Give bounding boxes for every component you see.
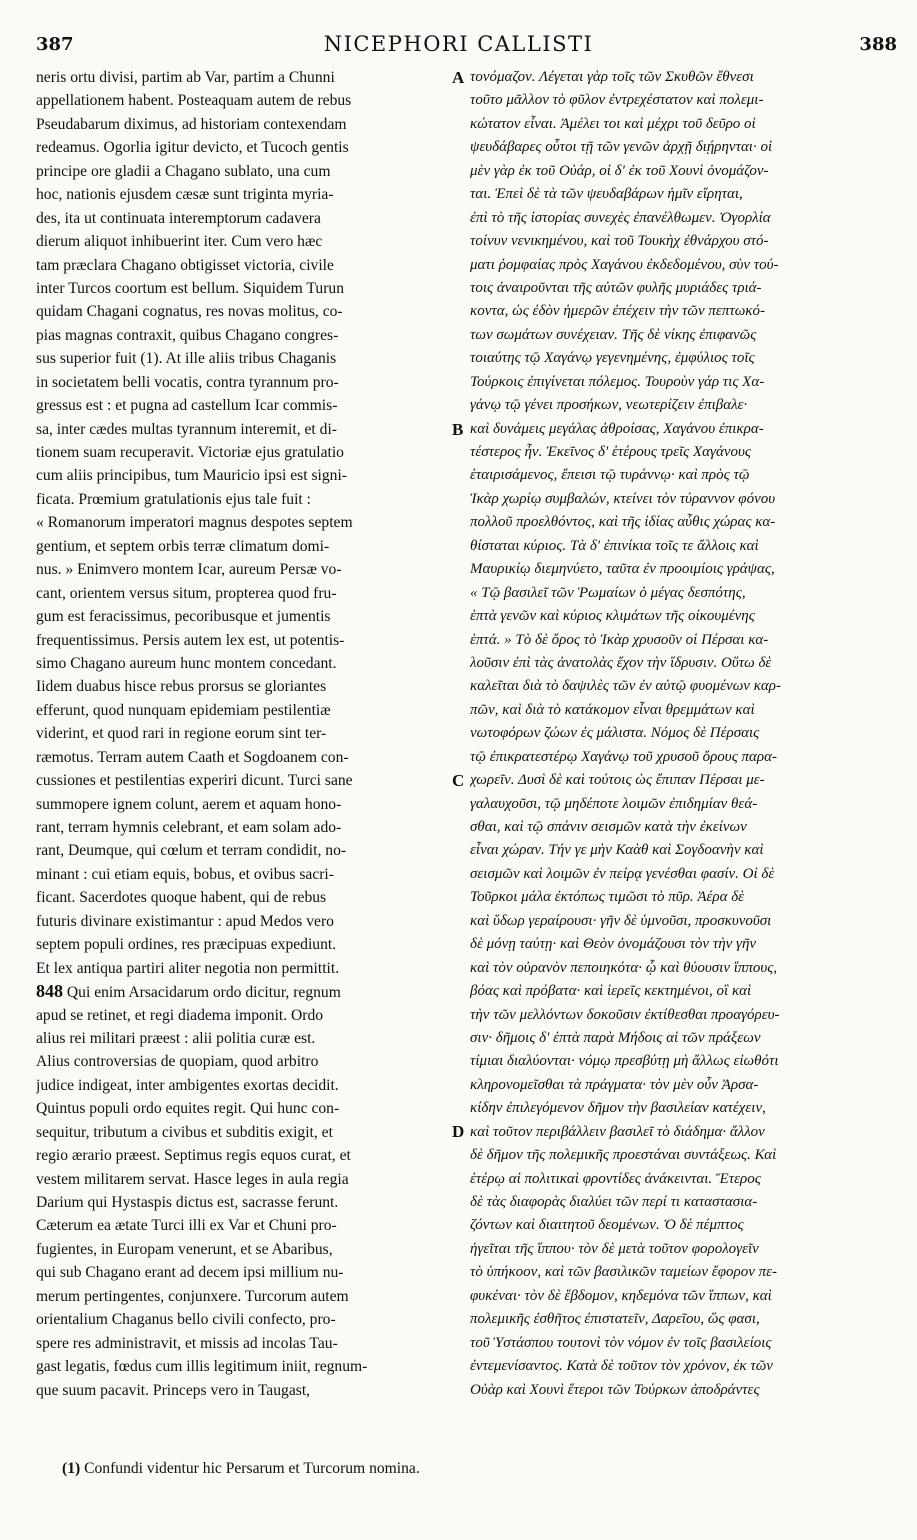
greek-text-line: ἡγεῖται τῆς ἵππου· τὸν δὲ μετὰ τοῦτον φορολογεῖν (470, 1240, 759, 1257)
greek-text-line: καὶ τὸν οὐρανὸν πεποιηκότα· ᾧ καὶ θύουσιν ἵππους, (470, 959, 778, 976)
footnote-marker: (1) (62, 1460, 81, 1477)
latin-text-line: dierum aliquot inhibuerint iter. Cum vero hæc (36, 233, 323, 251)
latin-text-line: Darium qui Hystaspis dictus est, sacrasse ferunt. (36, 1194, 339, 1211)
latin-text-line: ræmotus. Terram autem Caath et Sogdoanem con- (36, 748, 349, 766)
greek-text-line: ἑπτά. » Τὸ δὲ ὄρος τὸ Ἰκὰρ χρυσοῦν οἱ Πέρσαι κα- (470, 631, 769, 648)
latin-text-line: sa, inter cædes multas tyrannum interemit, et di- (36, 420, 337, 438)
latin-text-line: quidam Chagani cognatus, res novas molitus, co- (36, 303, 343, 321)
greek-text-line: θίσταται κύριος. Τὰ δ' ἐπινίκια τοῖς τε ἄλλοις καὶ (470, 537, 759, 554)
margin-letter-d: D (452, 1122, 465, 1141)
latin-text-line: Cæterum ea ætate Turci illi ex Var et Chuni pro- (36, 1217, 337, 1235)
margin-letter-b: B (452, 420, 464, 439)
latin-text-line: vestem militarem servat. Hasce leges in aula regia (36, 1170, 349, 1188)
latin-text-line: hoc, nationis ejusdem cæsæ sunt triginta myria- (36, 186, 334, 204)
greek-text-line: σιν· δῆμοις δ' ἑπτὰ παρὰ Μήδοις αἱ τῶν πράξεων (470, 1029, 761, 1046)
greek-text-line: νωτοφόρων ζώων ἐς μάλιστα. Νόμος δὲ Πέρσαις (470, 725, 760, 742)
greek-text-line: τοίνυν νενικημένου, καὶ τοῦ Τουκὴχ ἐθνάρχου στό- (470, 233, 769, 250)
latin-text-line: pias magnas contraxit, quibus Chagano congres- (36, 326, 339, 344)
greek-text-line: ἐντεμενίσαντος. Κατὰ δὲ τοῦτον τὸν χρόνον, ἐκ τῶν (470, 1358, 773, 1375)
greek-text-line: ται. Ἐπεὶ δὲ τὰ τῶν ψευδαβάρων ἡμῖν εἴρηται, (470, 186, 743, 203)
greek-text-line: ψευδάβαρες οὗτοι τῇ τῶν γενῶν ἀρχῇ διῄρηνται· οἱ (470, 139, 773, 156)
latin-text-line: sus superior fuit (1). At ille aliis tribus Chaganis (36, 350, 337, 368)
greek-text-line: κώτατον εἶναι. Ἀμέλει τοι καὶ μέχρι τοῦ δεῦρο οἱ (470, 115, 756, 132)
greek-text-line: φυκέναι· τὸν δὲ ἕβδομον, κηδεμόνα τῶν ἵππων, καὶ (470, 1287, 772, 1304)
latin-text-line: redeamus. Ogorlia igitur devicto, et Tucoch gentis (36, 139, 349, 157)
greek-text-line: δὲ μόνῃ ταύτῃ· καὶ Θεὸν ὀνομάζουσι τὸν τὴν γῆν (470, 936, 757, 953)
line-text: Qui enim Arsacidarum ordo dicitur, regnum (66, 984, 341, 1002)
greek-text-line: τέστερος ἦν. Ἐκεῖνος δ' ἑτέρους τρεῖς Χαγάνους (470, 444, 751, 460)
greek-text-line: τὴν τῶν μελλόντων δοκοῦσιν ἐκτίθεσθαι προαγόρευ- (470, 1006, 780, 1023)
greek-text-line: τοις ἀναιροῦνται τῆς αὐτῶν φυλῆς μυριάδες τριά- (470, 279, 762, 296)
greek-text-line: Μαυρικίῳ διεμηνύετο, ταῦτα ἐν προοιμίοις γράψας, (470, 561, 775, 578)
greek-text-line: τονόμαζον. Λέγεται γὰρ τοῖς τῶν Σκυθῶν ἔθνεσι (470, 69, 754, 85)
greek-text-line: τὸ ὑπήκοον, καὶ τῶν βασιλικῶν ταμείων ἔφορον πε- (470, 1264, 778, 1281)
latin-text-line: ficata. Prœmium gratulationis ejus tale fuit : (36, 490, 311, 508)
latin-text-line: Alius controversias de quopiam, quod arbitro (36, 1053, 319, 1071)
latin-text-line: Pseudabarum diximus, ad historiam contexendam (36, 115, 347, 133)
latin-text-line: gressus est : et pugna ad castellum Icar commis- (36, 397, 338, 415)
greek-text-line: τίμιαι διαλύονται· νόμῳ πρεσβύτῃ μὴ ἄλλως εἰωθότι (470, 1053, 779, 1070)
latin-text-line: inter Turcos coortum est bellum. Siquidem Turun (36, 279, 344, 297)
latin-text-line: rant, Deumque, qui cœlum et terram condidit, no- (36, 842, 347, 860)
greek-text-line: Τούρκοις ἐπιγίνεται πόλεμος. Τουροὺν γάρ τις Χα- (470, 373, 765, 390)
footnote (62, 1460, 420, 1478)
latin-text-line: que suum pacavit. Princeps vero in Taugast, (36, 1381, 311, 1399)
latin-text-line: apud se retinet, et regi diadema imponit. Ordo (36, 1006, 324, 1024)
latin-text-line: ficant. Sacerdotes quoque habent, qui de rebus (36, 889, 327, 907)
greek-text-line: δὲ τὰς διαφορὰς διαλύει τῶν περί τι καταστασια- (470, 1194, 758, 1210)
latin-text-line: principe ore gladii a Chagano sublato, una cum (36, 162, 331, 180)
latin-text-line: spere res administravit, et missis ad incolas Tau- (36, 1334, 338, 1352)
margin-letter-a: A (452, 68, 465, 87)
greek-text-line: εἶναι χώραν. Τήν γε μὴν Καὰθ καὶ Σογδοανὴν καὶ (470, 842, 764, 859)
latin-text-line: « Romanorum imperatori magnus despotes septem (36, 514, 353, 532)
greek-text-line: κοντα, ὡς ἐδὸν ἡμερῶν ἐπέχειν τὴν τῶν πεπτωκό- (470, 303, 765, 320)
latin-text-line: qui sub Chagano erant ad decem ipsi millium nu- (36, 1264, 344, 1282)
latin-text-line: septem populi ordines, res præcipuas expediunt. (36, 936, 337, 954)
greek-text-line: τοῦτο μᾶλλον τὸ φῦλον ἐντρεχέστατον καὶ πολεμι- (470, 92, 764, 109)
page-number-right: 388 (859, 34, 897, 55)
greek-text-line: ἑτέρῳ αἱ πολιτικαὶ φροντίδες ἀνάκεινται. Ἕτερος (470, 1170, 761, 1187)
greek-text-line: κληρονομεῖσθαι τὰ πράγματα· τὸν μὲν οὖν Ἀρσα- (470, 1076, 759, 1093)
greek-text-line: σθαι, καὶ τῷ σπάνιν σεισμῶν κατὰ τὴν ἐκείνων (470, 819, 747, 835)
greek-text-line: μὲν γὰρ ἐκ τοῦ Οὐάρ, οἱ δ' ἐκ τοῦ Χουνὶ ὀνομάζον- (470, 162, 769, 179)
latin-text-line: Quintus populi ordo equites regit. Qui hunc con- (36, 1100, 340, 1118)
latin-text-line: neris ortu divisi, partim ab Var, partim a Chunni (36, 69, 335, 86)
footnote-text: Confundi videntur hic Persarum et Turcorum nomina. (84, 1460, 420, 1477)
latin-text-line: cussiones et pestilentias experiri dicunt. Turci sane (36, 772, 353, 790)
latin-text-line: alius rei militari præest : alii politia curæ est. (36, 1029, 316, 1047)
latin-text-line: futuris divinare existimantur : apud Medos vero (36, 912, 334, 930)
latin-text-line: tam præclara Chagano obtigisset victoria, civile (36, 256, 334, 274)
greek-text-line: γαλαυχοῦσι, τῷ μηδέποτε λοιμῶν ἐπιδημίαν θεά- (470, 795, 758, 812)
greek-text-line: καὶ ὕδωρ γεραίρουσι· γῆν δὲ ὑμνοῦσι, προσκυνοῦσι (470, 912, 772, 929)
latin-column (36, 66, 448, 1402)
latin-text-line: Iidem duabus hisce rebus prorsus se gloriantes (36, 678, 327, 696)
margin-letter-c: C (452, 771, 465, 790)
greek-text-line: Οὐὰρ καὶ Χουνὶ ἕτεροι τῶν Τούρκων ἀποδράντες (470, 1381, 760, 1398)
greek-text-line: λοῦσιν ἐπὶ τὰς ἀνατολὰς ἔχον τὴν ἵδρυσιν. Οὕτω δὲ (470, 654, 772, 671)
latin-text-line: in societatem belli vocatis, contra tyrannum pro- (36, 373, 339, 391)
latin-text-line: des, ita ut continuata interemptorum cadavera (36, 209, 321, 227)
greek-text-line: χωρεῖν. Δυσὶ δὲ καὶ τούτοις ὡς ἔπιπαν Πέρσαι με- (470, 772, 765, 789)
latin-text-line: gentium, et septem orbis terræ climatum domi- (36, 537, 330, 555)
greek-text-line: « Τῷ βασιλεῖ τῶν Ῥωμαίων ὁ μέγας δεσπότης, (470, 584, 746, 601)
running-header (0, 28, 917, 62)
latin-text-line: viderint, et quod rari in regione eorum sint ter- (36, 725, 327, 743)
latin-text-line: nus. » Enimvero montem Icar, aureum Persæ vo- (36, 561, 342, 579)
greek-text-line: ζόντων καὶ διαιτητοῦ δεομένων. Ὁ δὲ πέμπτος (470, 1217, 744, 1234)
latin-text-line: gast legatis, fœdus cum illis legitimum iniit, regnum- (36, 1358, 368, 1376)
greek-text-line: Τοῦρκοι μάλα ἐκτόπως τιμῶσι τὸ πῦρ. Ἀέρα δὲ (470, 889, 745, 906)
running-title: NICEPHORI CALLISTI (323, 32, 594, 56)
latin-text-line: minant : cui etiam equis, bobus, et ovibus sacri- (36, 865, 334, 883)
latin-text-line: judice indigeat, inter ambigentes exortas decidit. (36, 1076, 339, 1094)
greek-text-line: γάνῳ τῷ γένει προσήκων, νεωτερίζειν ἐπιβαλε· (470, 397, 748, 414)
paragraph-number: 848 (36, 981, 63, 1002)
page-number-left: 387 (36, 34, 74, 55)
greek-text-line: ἐπὶ τὸ τῆς ἱστορίας συνεχὲς ἐπανέλθωμεν. Ὀγορλία (470, 209, 771, 226)
greek-text-line: καὶ τοῦτον περιβάλλειν βασιλεῖ τὸ διάδημα· ἄλλον (470, 1123, 765, 1140)
greek-text-line: κίδην ἐπιλεγόμενον δῆμον τὴν βασιλείαν κατέχειν, (470, 1100, 766, 1117)
latin-text-line: efferunt, quod nunquam epidemiam pestilentiæ (36, 701, 331, 719)
greek-text-line: πολεμικῆς ἐσθῆτος ἐπιστατεῖν, Δαρεῖου, ὥς φασι, (470, 1311, 760, 1328)
latin-text-line: summopere ignem colunt, aerem et aquam hono- (36, 795, 342, 813)
greek-text-line: τῷ ἐπικρατεστέρῳ Χαγάνῳ τοῦ χρυσοῦ ὄρους παρα- (470, 748, 777, 765)
latin-text-line: appellationem habent. Posteaquam autem de rebus (36, 92, 352, 110)
latin-text-line: simo Chagano aureum hunc montem concedant. (36, 654, 337, 672)
greek-text-line: τοιαύτης τῷ Χαγάνῳ γεγενημένης, ἐμφύλιος τοῖς (470, 350, 755, 367)
latin-text-line: cant, orientem versus situm, propterea quod fru- (36, 584, 337, 602)
latin-text-line: Et lex antiqua partiri aliter negotia non permittit. (36, 959, 340, 977)
greek-column (470, 66, 902, 1402)
latin-text-line: regio ærario præest. Septimus regis equos curat, et (36, 1147, 351, 1165)
greek-text-line: δὲ δῆμον τῆς πολεμικῆς προεστάναι συντάξεως. Καὶ (470, 1147, 777, 1164)
latin-text-line: merum pertingentes, conjunxere. Turcorum autem (36, 1287, 349, 1305)
latin-text-line: orientalium Chaganus bello civili confecto, pro- (36, 1311, 336, 1329)
latin-text-line: gum est feracissimus, pecoribusque et jumentis (36, 608, 331, 626)
latin-text-line: tionem suam recuperavit. Victoriæ ejus gratulatio (36, 444, 344, 461)
greek-text-line: καὶ δυνάμεις μεγάλας ἀθροίσας, Χαγάνου ἐπικρα- (470, 420, 764, 437)
greek-text-line: καλεῖται διὰ τὸ δαψιλὲς τῶν ἐν αὐτῷ φυομένων καρ- (470, 678, 781, 695)
greek-text-line: Ἰκὰρ χωρίῳ συμβαλών, κτείνει τὸν τύραννον φόνου (470, 490, 776, 507)
greek-text-line: τοῦ Ὑστάσπου τουτονὶ τὸν νόμον ἐν τοῖς βασιλείοις (470, 1334, 772, 1351)
greek-text-line: ματι ῥομφαίας πρὸς Χαγάνου ἐκδεδομένου, σὺν τού- (470, 256, 779, 273)
greek-text-line: ἑπτὰ γενῶν καὶ κύριος κλιμάτων τῆς οἰκουμένης (470, 608, 755, 625)
latin-text-line: cum aliis principibus, tum Mauricio ipsi est signi- (36, 467, 347, 485)
greek-text-line: σεισμῶν καὶ λοιμῶν ἐν πείρᾳ γενέσθαι φασίν. Οἱ δὲ (470, 865, 775, 882)
latin-text-line: rant, terram hymnis celebrant, et eam solam ado- (36, 819, 342, 836)
latin-text-line: sequitur, tributum a civibus et subditis exigit, et (36, 1123, 333, 1141)
greek-text-line: πολλοῦ προελθόντος, καὶ τῆς ἰδίας αὖθις χώρας κα- (470, 514, 776, 531)
greek-text-line: βόας καὶ πρόβατα· καὶ ἱερεῖς κεκτημένοι, οἳ καὶ (470, 983, 752, 1000)
latin-text-line: fugientes, in Europam venerunt, et se Abaribus, (36, 1240, 333, 1258)
greek-text-line: ἑταιρισάμενος, ἔπεισι τῷ τυράννῳ· καὶ πρὸς τῷ (470, 467, 750, 484)
greek-text-line: των σωμάτων συνέχειαν. Τῆς δὲ νίκης ἐπιφανῶς (470, 326, 757, 343)
latin-text-line: frequentissimus. Persis autem lex est, ut potentis- (36, 631, 345, 649)
greek-text-line: πῶν, καὶ διὰ τὸ κατάκομον εἶναι θρεμμάτων καὶ (470, 701, 755, 718)
latin-text-line (36, 980, 448, 1003)
